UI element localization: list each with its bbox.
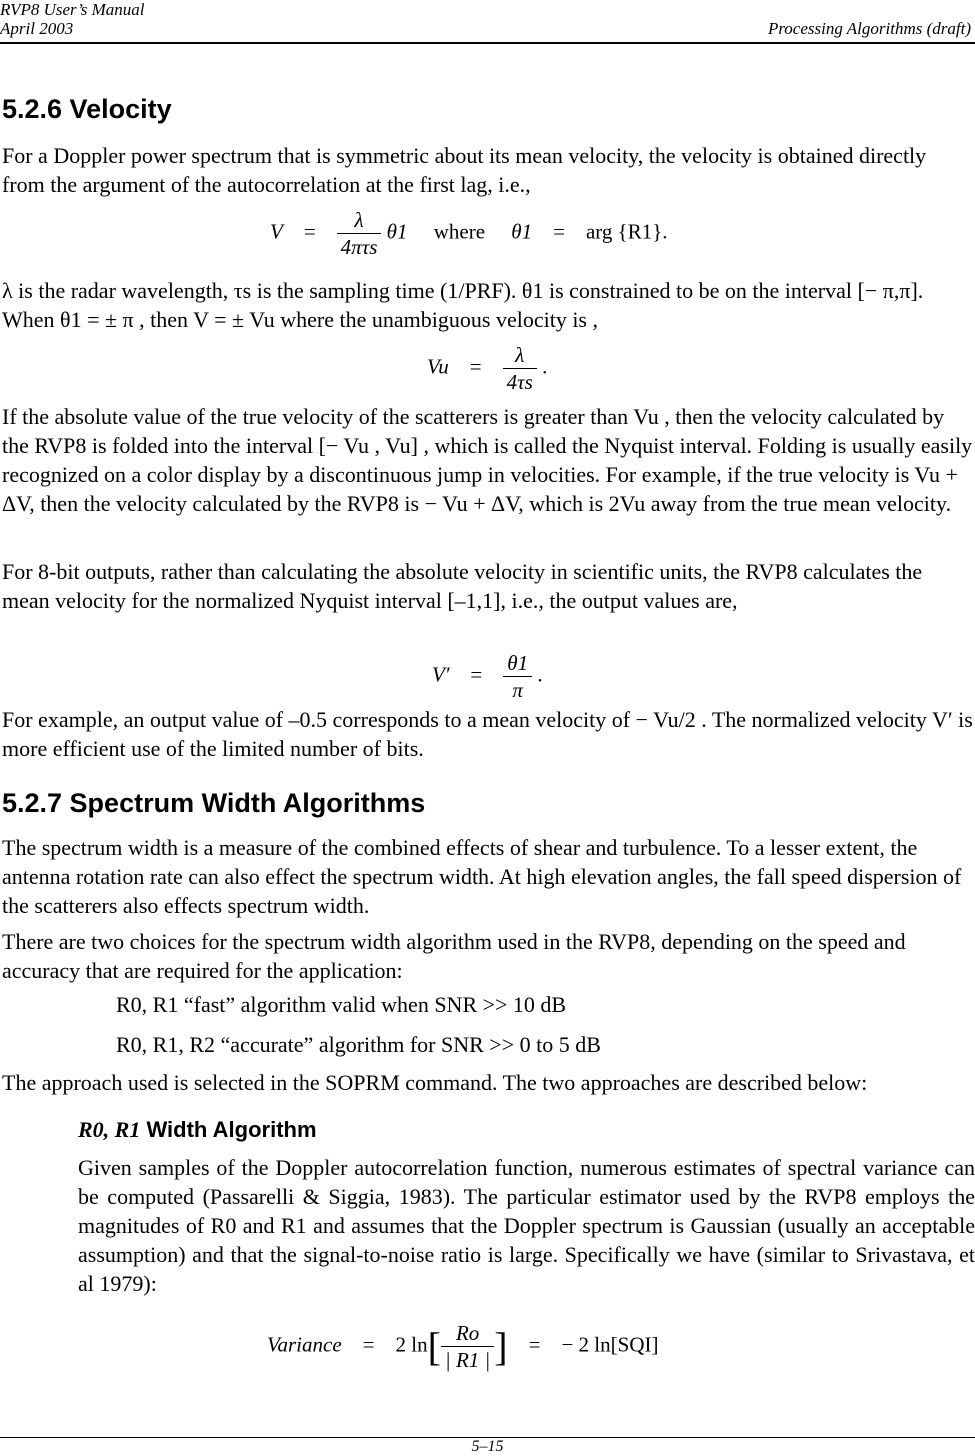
eq1-rhs: arg {R1}.	[585, 219, 668, 244]
eq1-numerator: λ	[354, 208, 364, 232]
header-rule	[0, 42, 975, 44]
eq2-fraction	[503, 342, 537, 395]
subheading-math: R0, R1	[78, 1117, 141, 1142]
r0r1-paragraph: Given samples of the Doppler autocorrelation function, numerous estimates of spectral variance can be computed (Passarelli & Siggia, 1983). The particular estimator used by the RVP8 employs the magnitudes of R0 and R1 and assumes that the Doppler spectrum is Gaussian (usually an acceptable assumption) and that the signal-to-noise ratio is large. Specifically we have (similar to Srivastava, et al 1979):	[78, 1155, 975, 1296]
eq4-rhs: − 2 ln[SQI]	[561, 1332, 659, 1357]
eq4-equals-2: =	[528, 1332, 541, 1357]
eq3-tail: .	[537, 662, 543, 687]
manual-title: RVP8 User’s Manual	[0, 0, 145, 19]
equation-velocity	[270, 207, 668, 260]
equation-unambiguous-velocity	[427, 342, 547, 395]
eq2-numerator: λ	[515, 343, 525, 367]
manual-date: April 2003	[0, 19, 74, 38]
eq1-equals-2: =	[553, 219, 565, 244]
eq4-fraction	[441, 1320, 494, 1373]
algorithm-option-accurate: R0, R1, R2 “accurate” algorithm for SNR >> 0 to 5 dB	[116, 1032, 601, 1057]
page-number: 5–15	[471, 1438, 504, 1455]
eq4-lhs: Variance	[267, 1332, 342, 1357]
eq4-equals-1: =	[362, 1332, 375, 1357]
eq1-denominator: 4πτs	[337, 233, 382, 260]
eq2-lhs: Vu	[427, 354, 449, 379]
eq1-lhs: V	[270, 219, 283, 244]
eq1-theta: θ1	[386, 219, 408, 244]
section-heading-spectrum-width: 5.2.7 Spectrum Width Algorithms	[2, 788, 426, 818]
width-paragraph-3: The approach used is selected in the SOPRM command. The two approaches are described below:	[2, 1070, 868, 1095]
eq4-denominator: | R1 |	[441, 1346, 494, 1373]
eq3-equals: =	[470, 662, 483, 687]
section-heading-velocity: 5.2.6 Velocity	[2, 94, 172, 124]
eq4-coef: 2 ln	[395, 1332, 428, 1357]
eq2-tail: .	[542, 354, 548, 379]
eq1-fraction	[337, 207, 382, 260]
subheading-text: Width Algorithm	[140, 1117, 317, 1142]
eq1-where: where	[433, 219, 486, 244]
eq4-numerator: Ro	[455, 1321, 480, 1345]
eq3-denominator: π	[503, 676, 532, 703]
eq3-fraction	[503, 650, 532, 703]
eq1-equals: =	[303, 219, 316, 244]
header-left	[0, 0, 145, 38]
subheading-r0r1-width	[78, 1117, 317, 1143]
width-paragraph-1: The spectrum width is a measure of the combined effects of shear and turbulence. To a lesser extent, the antenna rotation rate can also effect the spectrum width. At high elevation angles, the fall speed dispersion of the scatterers also effects spectrum width.	[2, 835, 962, 918]
eq3-numerator: θ1	[507, 651, 529, 675]
equation-normalized-velocity	[432, 650, 543, 703]
velocity-paragraph-3: If the absolute value of the true velocity of the scatterers is greater than Vu , then the velocity calculated by the RVP8 is folded into the interval [− Vu , Vu] , which is called the Nyquist interval. Folding is usually easily recognized on a color display by a discontinuous jump in velocities. For example, if the true velocity is Vu + ΔV, then the velocity calculated by the RVP8 is − Vu + ΔV, which is 2Vu away from the true mean velocity.	[2, 404, 973, 516]
velocity-paragraph-2: λ is the radar wavelength, τs is the sampling time (1/PRF). θ1 is constrained to be on the interval [− π,π]. When θ1 = ± π , then V = ± Vu where the unambiguous velocity is ,	[2, 278, 924, 332]
eq2-equals: =	[469, 354, 482, 379]
velocity-paragraph-5: For example, an output value of –0.5 corresponds to a mean velocity of − Vu/2 . The normalized velocity V′ is more efficient use of the limited number of bits.	[2, 707, 973, 761]
velocity-paragraph-1: For a Doppler power spectrum that is symmetric about its mean velocity, the velocity is obtained directly from the argument of the autocorrelation at the first lag, i.e.,	[2, 143, 927, 197]
chapter-title: Processing Algorithms (draft)	[767, 19, 971, 38]
eq3-lhs: V′	[432, 662, 450, 687]
algorithm-option-fast: R0, R1 “fast” algorithm valid when SNR >> 10 dB	[116, 992, 567, 1017]
eq2-denominator: 4τs	[503, 368, 537, 395]
width-paragraph-2: There are two choices for the spectrum width algorithm used in the RVP8, depending on the speed and accuracy that are required for the application:	[2, 929, 906, 983]
velocity-paragraph-4: For 8-bit outputs, rather than calculating the absolute velocity in scientific units, the RVP8 calculates the mean velocity for the normalized Nyquist interval [–1,1], i.e., the output values are,	[2, 559, 923, 613]
eq1-theta-def: θ1	[511, 219, 533, 244]
equation-variance: Variance = 2 ln[ $\frac{Ro}{| R1 |}$ ] = − 2 ln[SQI]	[267, 1321, 659, 1372]
